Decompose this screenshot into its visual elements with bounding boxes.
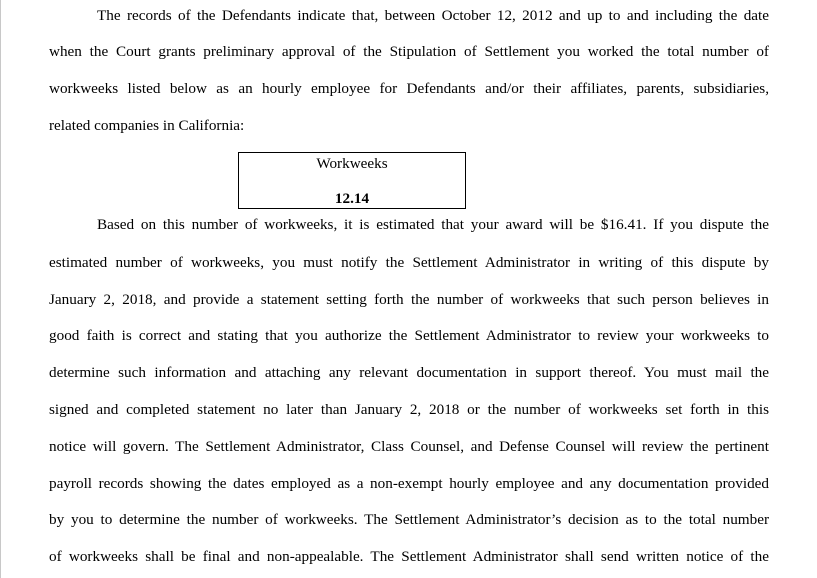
paragraph-2-line-1: Based on this number of workweeks, it is estimated that your award will be $16.41. If you dispute the xyxy=(97,216,769,233)
workweeks-value: 12.14 xyxy=(334,190,370,207)
paragraph-1-line-4: related companies in California: xyxy=(49,117,245,134)
paragraph-2-line-7: notice will govern. The Settlement Administrator, Class Counsel, and Defense Counsel will review the pertinent xyxy=(49,438,769,455)
workweeks-box xyxy=(238,152,466,209)
paragraph-1-line-2: when the Court grants preliminary approval of the Stipulation of Settlement you worked the total number of xyxy=(49,43,769,60)
paragraph-1-line-3: workweeks listed below as an hourly employee for Defendants and/or their affiliates, parents, subsidiaries, xyxy=(49,80,769,97)
paragraph-2-line-5: determine such information and attaching any relevant documentation in support thereof. You must mail the xyxy=(49,364,769,381)
page-edge-divider xyxy=(0,0,1,578)
paragraph-1-line-1: The records of the Defendants indicate that, between October 12, 2012 and up to and including the date xyxy=(97,7,769,24)
paragraph-2-line-3: January 2, 2018, and provide a statement setting forth the number of workweeks that such person believes in xyxy=(49,291,769,308)
paragraph-2-line-10: of workweeks shall be final and non-appealable. The Settlement Administrator shall send written notice of the xyxy=(49,548,769,565)
paragraph-2-line-9: by you to determine the number of workweeks. The Settlement Administrator’s decision as to the total number xyxy=(49,511,769,528)
paragraph-2-line-6: signed and completed statement no later than January 2, 2018 or the number of workweeks set forth in this xyxy=(49,401,769,418)
paragraph-2-line-2: estimated number of workweeks, you must notify the Settlement Administrator in writing of this dispute by xyxy=(49,254,769,271)
paragraph-2-line-4: good faith is correct and stating that you authorize the Settlement Administrator to review your workweeks to xyxy=(49,327,769,344)
paragraph-2-line-8: payroll records showing the dates employed as a non-exempt hourly employee and any documentation provided xyxy=(49,475,769,492)
workweeks-label: Workweeks xyxy=(316,155,388,172)
